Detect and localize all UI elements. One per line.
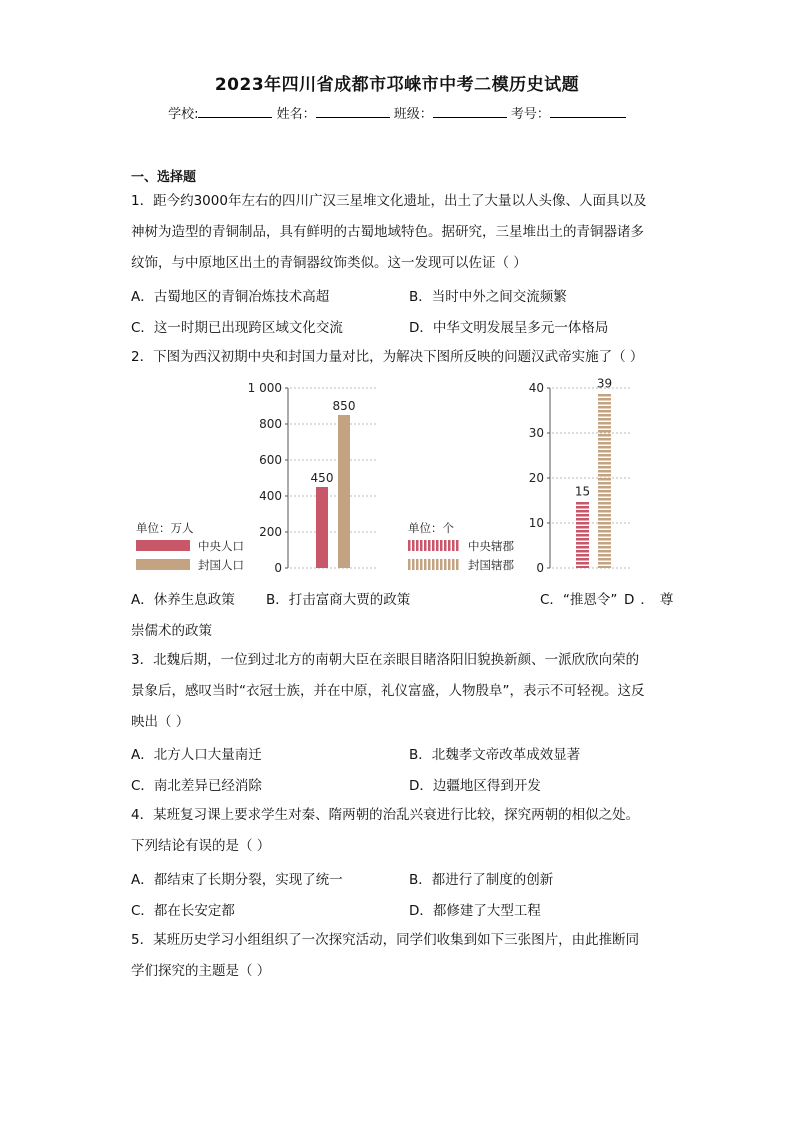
bar-封国辖郡 <box>598 393 611 569</box>
q4-option-d[interactable]: D．都修建了大型工程 <box>409 903 541 919</box>
legend-label: 封国辖郡 <box>468 558 514 572</box>
data-label: 39 <box>596 376 613 391</box>
legend-label: 中央辖郡 <box>468 539 514 553</box>
q1-option-a[interactable]: A．古蜀地区的青铜冶炼技术高超 <box>131 289 330 305</box>
y-tick-label: 1 000 <box>247 381 282 395</box>
data-label: 15 <box>574 484 591 499</box>
q1-option-b[interactable]: B．当时中外之间交流频繁 <box>409 289 567 305</box>
legend-swatch <box>136 540 190 551</box>
q3-option-d[interactable]: D．边疆地区得到开发 <box>409 778 541 794</box>
q3-option-b[interactable]: B．北魏孝文帝改革成效显著 <box>409 747 581 763</box>
y-tick-label: 30 <box>528 426 544 440</box>
data-label: 850 <box>332 399 356 413</box>
q3-text-line: 景象后，感叹当时“衣冠士族，并在中原，礼仪富盛，人物殷阜”，表示不可轻视。这反 <box>131 683 645 699</box>
exam-no-label: 考号： <box>510 107 550 122</box>
q4-option-a[interactable]: A．都结束了长期分裂，实现了统一 <box>131 872 343 888</box>
y-tick-label: 400 <box>259 489 282 503</box>
q1-option-c[interactable]: C．这一时期已出现跨区域文化交流 <box>131 320 343 336</box>
q4-option-c[interactable]: C．都在长安定都 <box>131 903 235 919</box>
y-tick-label: 0 <box>536 561 544 575</box>
y-tick-label: 20 <box>528 471 544 485</box>
legend-swatch <box>136 559 190 570</box>
y-tick-label: 600 <box>259 453 282 467</box>
q1-option-d[interactable]: D．中华文明发展呈多元一体格局 <box>409 320 609 336</box>
q3-text-line: 3．北魏后期，一位到过北方的南朝大臣在亲眼目睹洛阳旧貌换新颜、一派欣欣向荣的 <box>131 652 640 668</box>
section-heading: 一、选择题 <box>131 170 197 185</box>
exam-no-blank[interactable] <box>550 105 626 118</box>
q5-text-line: 5．某班历史学习小组组织了一次探究活动，同学们收集到如下三张图片，由此推断同 <box>131 932 640 948</box>
q4-text-line: 下列结论有误的是（ ） <box>131 838 271 854</box>
q5-text-line: 学们探究的主题是（ ） <box>131 963 271 979</box>
prefecture-chart <box>400 374 640 584</box>
name-label: 姓名： <box>276 107 316 122</box>
school-label: 学校: <box>168 107 199 122</box>
q3-option-a[interactable]: A．北方人口大量南迁 <box>131 747 262 763</box>
legend-swatch <box>408 559 460 570</box>
y-tick-label: 200 <box>259 525 282 539</box>
q3-text-line: 映出（ ） <box>131 714 190 730</box>
name-blank[interactable] <box>316 105 390 118</box>
q2-option-d-continued: 崇儒术的政策 <box>131 623 212 639</box>
data-label: 450 <box>310 471 334 485</box>
q2-option-d[interactable]: D．尊 <box>624 592 680 608</box>
class-label: 班级： <box>393 107 433 122</box>
q1-text-line: 纹饰，与中原地区出土的青铜器纹饰类似。这一发现可以佐证（ ） <box>131 255 527 271</box>
q4-text-line: 4．某班复习课上要求学生对秦、隋两朝的治乱兴衰进行比较，探究两朝的相似之处。 <box>131 807 640 823</box>
bar-中央人口 <box>316 487 328 568</box>
unit-label: 单位：万人 <box>136 521 194 535</box>
q1-text-line: 神树为造型的青铜制品，具有鲜明的古蜀地域特色。据研究，三星堆出土的青铜器诸多 <box>131 224 644 240</box>
y-tick-label: 10 <box>528 516 544 530</box>
class-blank[interactable] <box>433 105 507 118</box>
y-tick-label: 40 <box>528 381 544 395</box>
school-blank[interactable] <box>198 105 272 118</box>
bar-中央辖郡 <box>576 501 589 569</box>
q4-option-b[interactable]: B．都进行了制度的创新 <box>409 872 554 888</box>
legend-swatch <box>408 540 460 551</box>
page-title: 2023年四川省成都市邛崃市中考二模历史试题 <box>214 75 580 95</box>
q1-text-line: 1．距今约3000年左右的四川广汉三星堆文化遗址，出土了大量以人头像、人面具以及 <box>131 193 647 209</box>
legend-label: 中央人口 <box>198 539 244 553</box>
unit-label: 单位：个 <box>408 521 454 535</box>
q3-option-c[interactable]: C．南北差异已经消除 <box>131 778 262 794</box>
bar-封国人口 <box>338 415 350 568</box>
q2-option-c[interactable]: C．“推恩令” <box>540 592 618 608</box>
q2-option-b[interactable]: B．打击富商大贾的政策 <box>266 592 411 608</box>
student-info-row <box>0 103 794 122</box>
population-chart <box>128 374 398 584</box>
q2-text-line: 2．下图为西汉初期中央和封国力量对比，为解决下图所反映的问题汉武帝实施了（ ） <box>131 349 644 365</box>
q2-option-a[interactable]: A．休养生息政策 <box>131 592 235 608</box>
y-tick-label: 800 <box>259 417 282 431</box>
legend-label: 封国人口 <box>198 558 244 572</box>
y-tick-label: 0 <box>274 561 282 575</box>
